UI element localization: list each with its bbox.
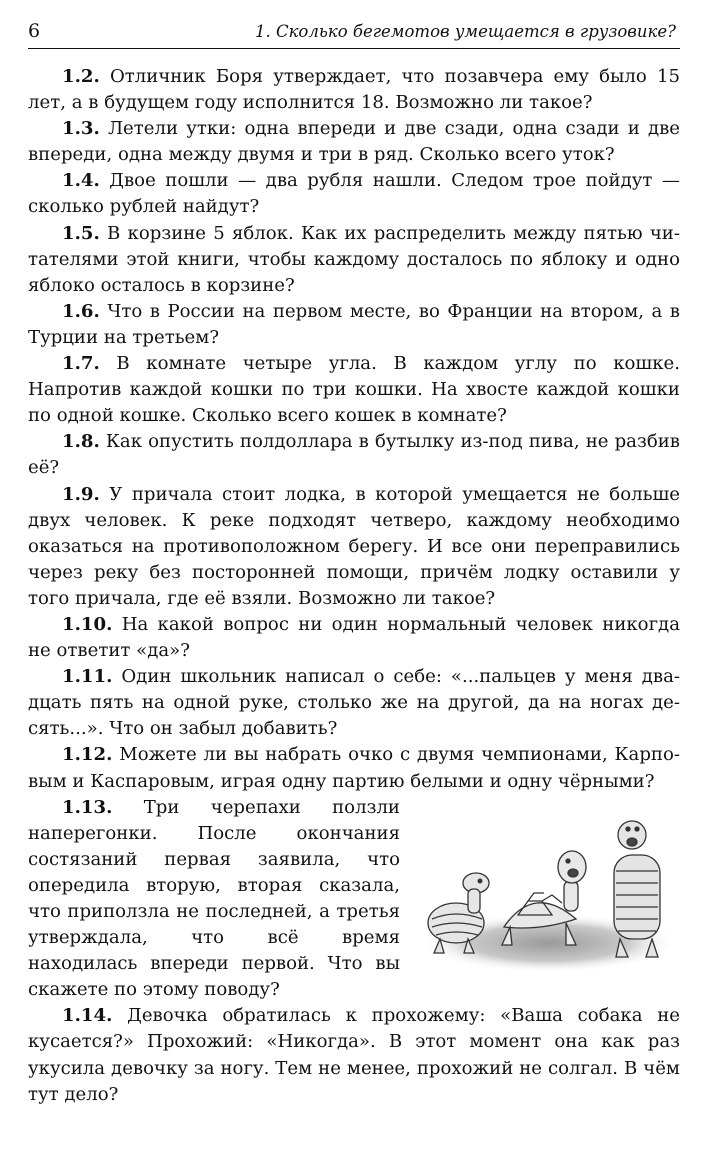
three-turtles-drawing [418, 815, 680, 977]
problem-1-8 [28, 429, 680, 481]
problem-text: На какой вопрос ни один нормальный человек никогда не ответит «да»? [28, 613, 680, 662]
problem-text: Двое пошли — два рубля нашли. Следом трое пойдут — сколько рублей найдут? [28, 170, 680, 218]
problem-1-9 [28, 482, 680, 612]
problem-number: 1.5. [62, 222, 100, 244]
book-page [28, 18, 680, 1105]
problem-text: Летели утки: одна впереди и две сзади, одна сзади и две впереди, одна между двумя и три в ряд. Сколько всего уток? [28, 118, 680, 166]
problem-1-11 [28, 664, 680, 742]
problem-number: 1.8. [62, 431, 100, 453]
problem-text: Один школьник написал о себе: «...пальцев у меня двадцать пять на одной руке, столько же на другой, да на ногах десять...». Что он забыл добавить? [28, 666, 680, 740]
problem-1-7 [28, 351, 680, 429]
page-header [28, 18, 680, 49]
problem-number: 1.10. [62, 613, 113, 635]
problem-text: У причала стоит лодка, в которой умещается не больше двух человек. К реке подходят четверо, каждому необходимо оказаться на противоположном берегу. И все они переправились через реку без посторонней помощи, причём лодку оставили у того причала, где её взяли. Возможно ли такое? [28, 483, 680, 609]
problem-text: Как опустить полдоллара в бутылку из-под пива, не разбив её? [28, 431, 680, 479]
problem-1-5 [28, 221, 680, 299]
problems-text [28, 64, 680, 1108]
turtles-illustration [418, 815, 680, 977]
problem-text: В корзине 5 яблок. Как их распределить между пятью читателями этой книги, чтобы каждому досталось по яблоку и одно яблоко осталось в корзине? [28, 222, 680, 296]
problem-1-10 [28, 612, 680, 664]
problem-number: 1.13. [62, 796, 113, 818]
problem-number: 1.14. [62, 1005, 113, 1027]
problem-number: 1.7. [62, 353, 100, 375]
problem-text: Можете ли вы набрать очко с двумя чемпионами, Карповым и Каспаровым, играя одну партию белыми и одну чёрными? [28, 744, 680, 792]
problem-1-14 [28, 1003, 680, 1107]
problem-number: 1.4. [62, 170, 100, 192]
problem-1-6 [28, 299, 680, 351]
page-number: 6 [28, 20, 41, 42]
problem-1-3 [28, 116, 680, 168]
problem-1-4 [28, 168, 680, 220]
problem-number: 1.12. [62, 744, 113, 766]
problem-1-12 [28, 742, 680, 794]
problem-number: 1.2. [62, 66, 100, 87]
running-title: 1. Сколько бегемотов умещается в грузовике? [254, 22, 676, 41]
problem-number: 1.6. [62, 300, 100, 322]
problem-number: 1.9. [62, 483, 100, 505]
problem-text: Что в России на первом месте, во Франции на втором, а в Турции на третьем? [28, 300, 680, 348]
problem-text: В комнате четыре угла. В каждом углу по кошке. Напротив каждой кошки по три кошки. На хвосте каждой кошки по одной кошке. Сколько всего кошек в комнате? [28, 353, 680, 427]
problem-text: Три черепахи ползли наперегонки. После окончания состязаний первая заявила, что опередила вторую, вторая сказала, что приползла не последней, а третья утверждала, что всё время находилась впереди первой. Что вы скажете по этому поводу? [28, 796, 400, 1001]
problem-number: 1.3. [62, 118, 100, 140]
problem-text: Девочка обратилась к прохожему: «Ваша собака не кусается?» Прохожий: «Никогда». В этот момент она как раз укусила девочку за ногу. Тем не менее, прохожий не солгал. В чём тут дело? [28, 1005, 680, 1105]
problem-text: Отличник Боря утверждает, что позавчера ему было 15 лет, а в будущем году исполнится 18. Возможно ли такое? [28, 66, 680, 114]
problem-1-2 [28, 64, 680, 116]
problem-number: 1.11. [62, 666, 113, 688]
